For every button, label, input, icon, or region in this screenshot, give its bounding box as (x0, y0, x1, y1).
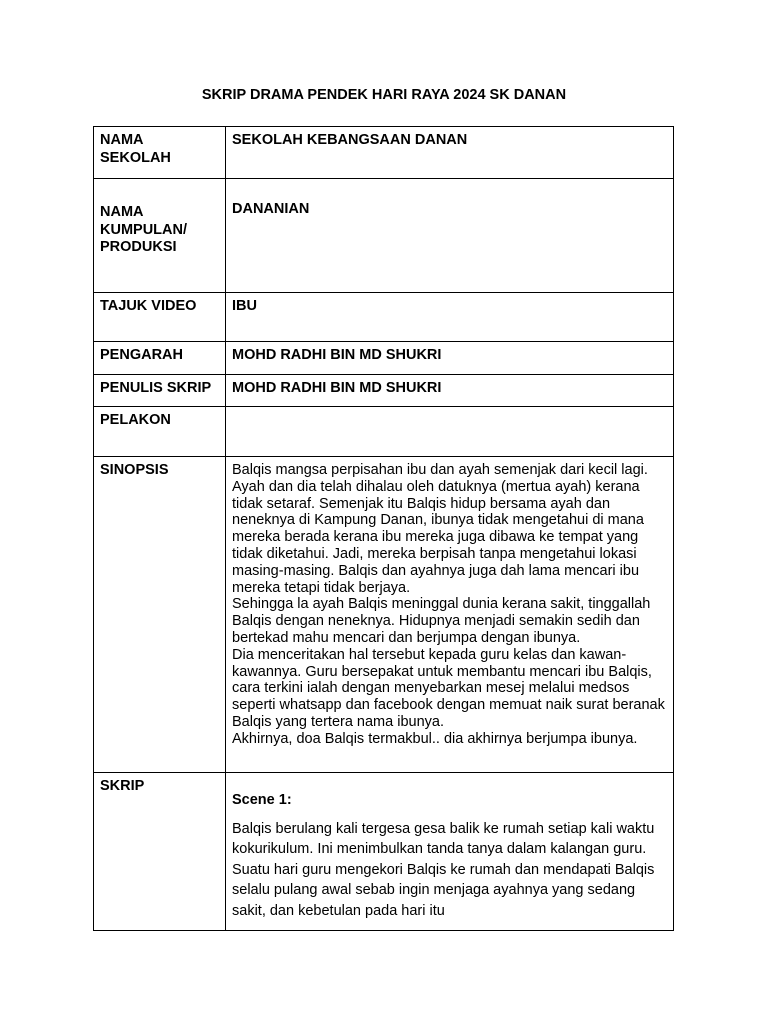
value-text: MOHD RADHI BIN MD SHUKRI (232, 347, 442, 363)
synopsis-paragraph: Akhirnya, doa Balqis termakbul.. dia akhirnya berjumpa ibunya. (232, 730, 638, 747)
row-tajuk-video (94, 293, 674, 342)
row-pengarah (94, 342, 674, 375)
synopsis-paragraph: Dia menceritakan hal tersebut kepada guru kelas dan kawan-kawannya. Guru bersepakat untuk membantu mencari ibu Balqis, cara terkini ialah dengan menyebarkan mesej melalui medsos seperti whatsapp dan facebook dengan memuat naik surat beranak Balqis yang tertera nama ibunya. (232, 646, 665, 730)
label-skrip (94, 773, 226, 931)
label-pengarah (94, 342, 226, 375)
row-pelakon (94, 407, 674, 457)
row-skrip (94, 773, 674, 931)
label-sinopsis (94, 457, 226, 773)
label-text: SINOPSIS (100, 462, 169, 478)
scene-heading: Scene 1: (232, 792, 292, 808)
value-skrip (226, 773, 674, 931)
label-text: PENULIS SKRIP (100, 380, 212, 396)
label-text: PELAKON (100, 412, 171, 428)
label-nama-kumpulan (94, 179, 226, 293)
script-text: Balqis berulang kali tergesa gesa balik ke rumah setiap kali waktu kokurikulum. Ini menimbulkan tanda tanya dalam kalangan guru. Suatu hari guru mengekori Balqis ke rumah dan mendapati Balqis selalu pulang awal sebab ingin menjaga ayahnya yang sedang sakit, dan kebetulan pada hari itu (232, 820, 655, 919)
label-tajuk-video (94, 293, 226, 342)
value-penulis-skrip (226, 375, 674, 407)
row-nama-sekolah (94, 127, 674, 179)
value-text: MOHD RADHI BIN MD SHUKRI (232, 380, 442, 396)
value-text: DANANIAN (232, 201, 310, 217)
label-penulis-skrip (94, 375, 226, 407)
drama-info-table (93, 126, 674, 931)
value-tajuk-video (226, 293, 674, 342)
label-nama-sekolah (94, 127, 226, 179)
label-text: NAMA KUMPULAN/ PRODUKSI (100, 204, 187, 255)
synopsis-paragraph: Sehingga la ayah Balqis meninggal dunia kerana sakit, tinggallah Balqis dengan neneknya. Hidupnya menjadi semakin sedih dan bertekad mahu mencari dan berjumpa dengan ibunya. (232, 596, 651, 646)
label-text: SKRIP (100, 778, 145, 794)
value-nama-sekolah (226, 127, 674, 179)
label-pelakon (94, 407, 226, 457)
value-text: SEKOLAH KEBANGSAAN DANAN (232, 132, 468, 148)
value-sinopsis (226, 457, 674, 773)
label-text: NAMA SEKOLAH (100, 132, 171, 166)
synopsis-paragraph: Balqis mangsa perpisahan ibu dan ayah semenjak dari kecil lagi. Ayah dan dia telah dihalau oleh datuknya (mertua ayah) kerana tidak setaraf. Semenjak itu Balqis hidup bersama ayah dan neneknya di Kampung Danan, ibunya tidak mengetahui di mana mereka berada kerana ibu mereka juga dibawa ke tempat yang tidak diketahui. Jadi, mereka berpisah tanpa mengetahui lokasi masing-masing. Balqis dan ayahnya juga dah lama mencari ibu mereka tetapi tidak berjaya. (232, 462, 648, 596)
document-title: SKRIP DRAMA PENDEK HARI RAYA 2024 SK DANAN (201, 87, 567, 103)
value-pengarah (226, 342, 674, 375)
row-nama-kumpulan (94, 179, 674, 293)
label-text: PENGARAH (100, 347, 183, 363)
row-sinopsis (94, 457, 674, 773)
value-nama-kumpulan (226, 179, 674, 293)
label-text: TAJUK VIDEO (100, 298, 197, 314)
row-penulis-skrip (94, 375, 674, 407)
value-text: IBU (232, 298, 257, 314)
value-pelakon (226, 407, 674, 457)
